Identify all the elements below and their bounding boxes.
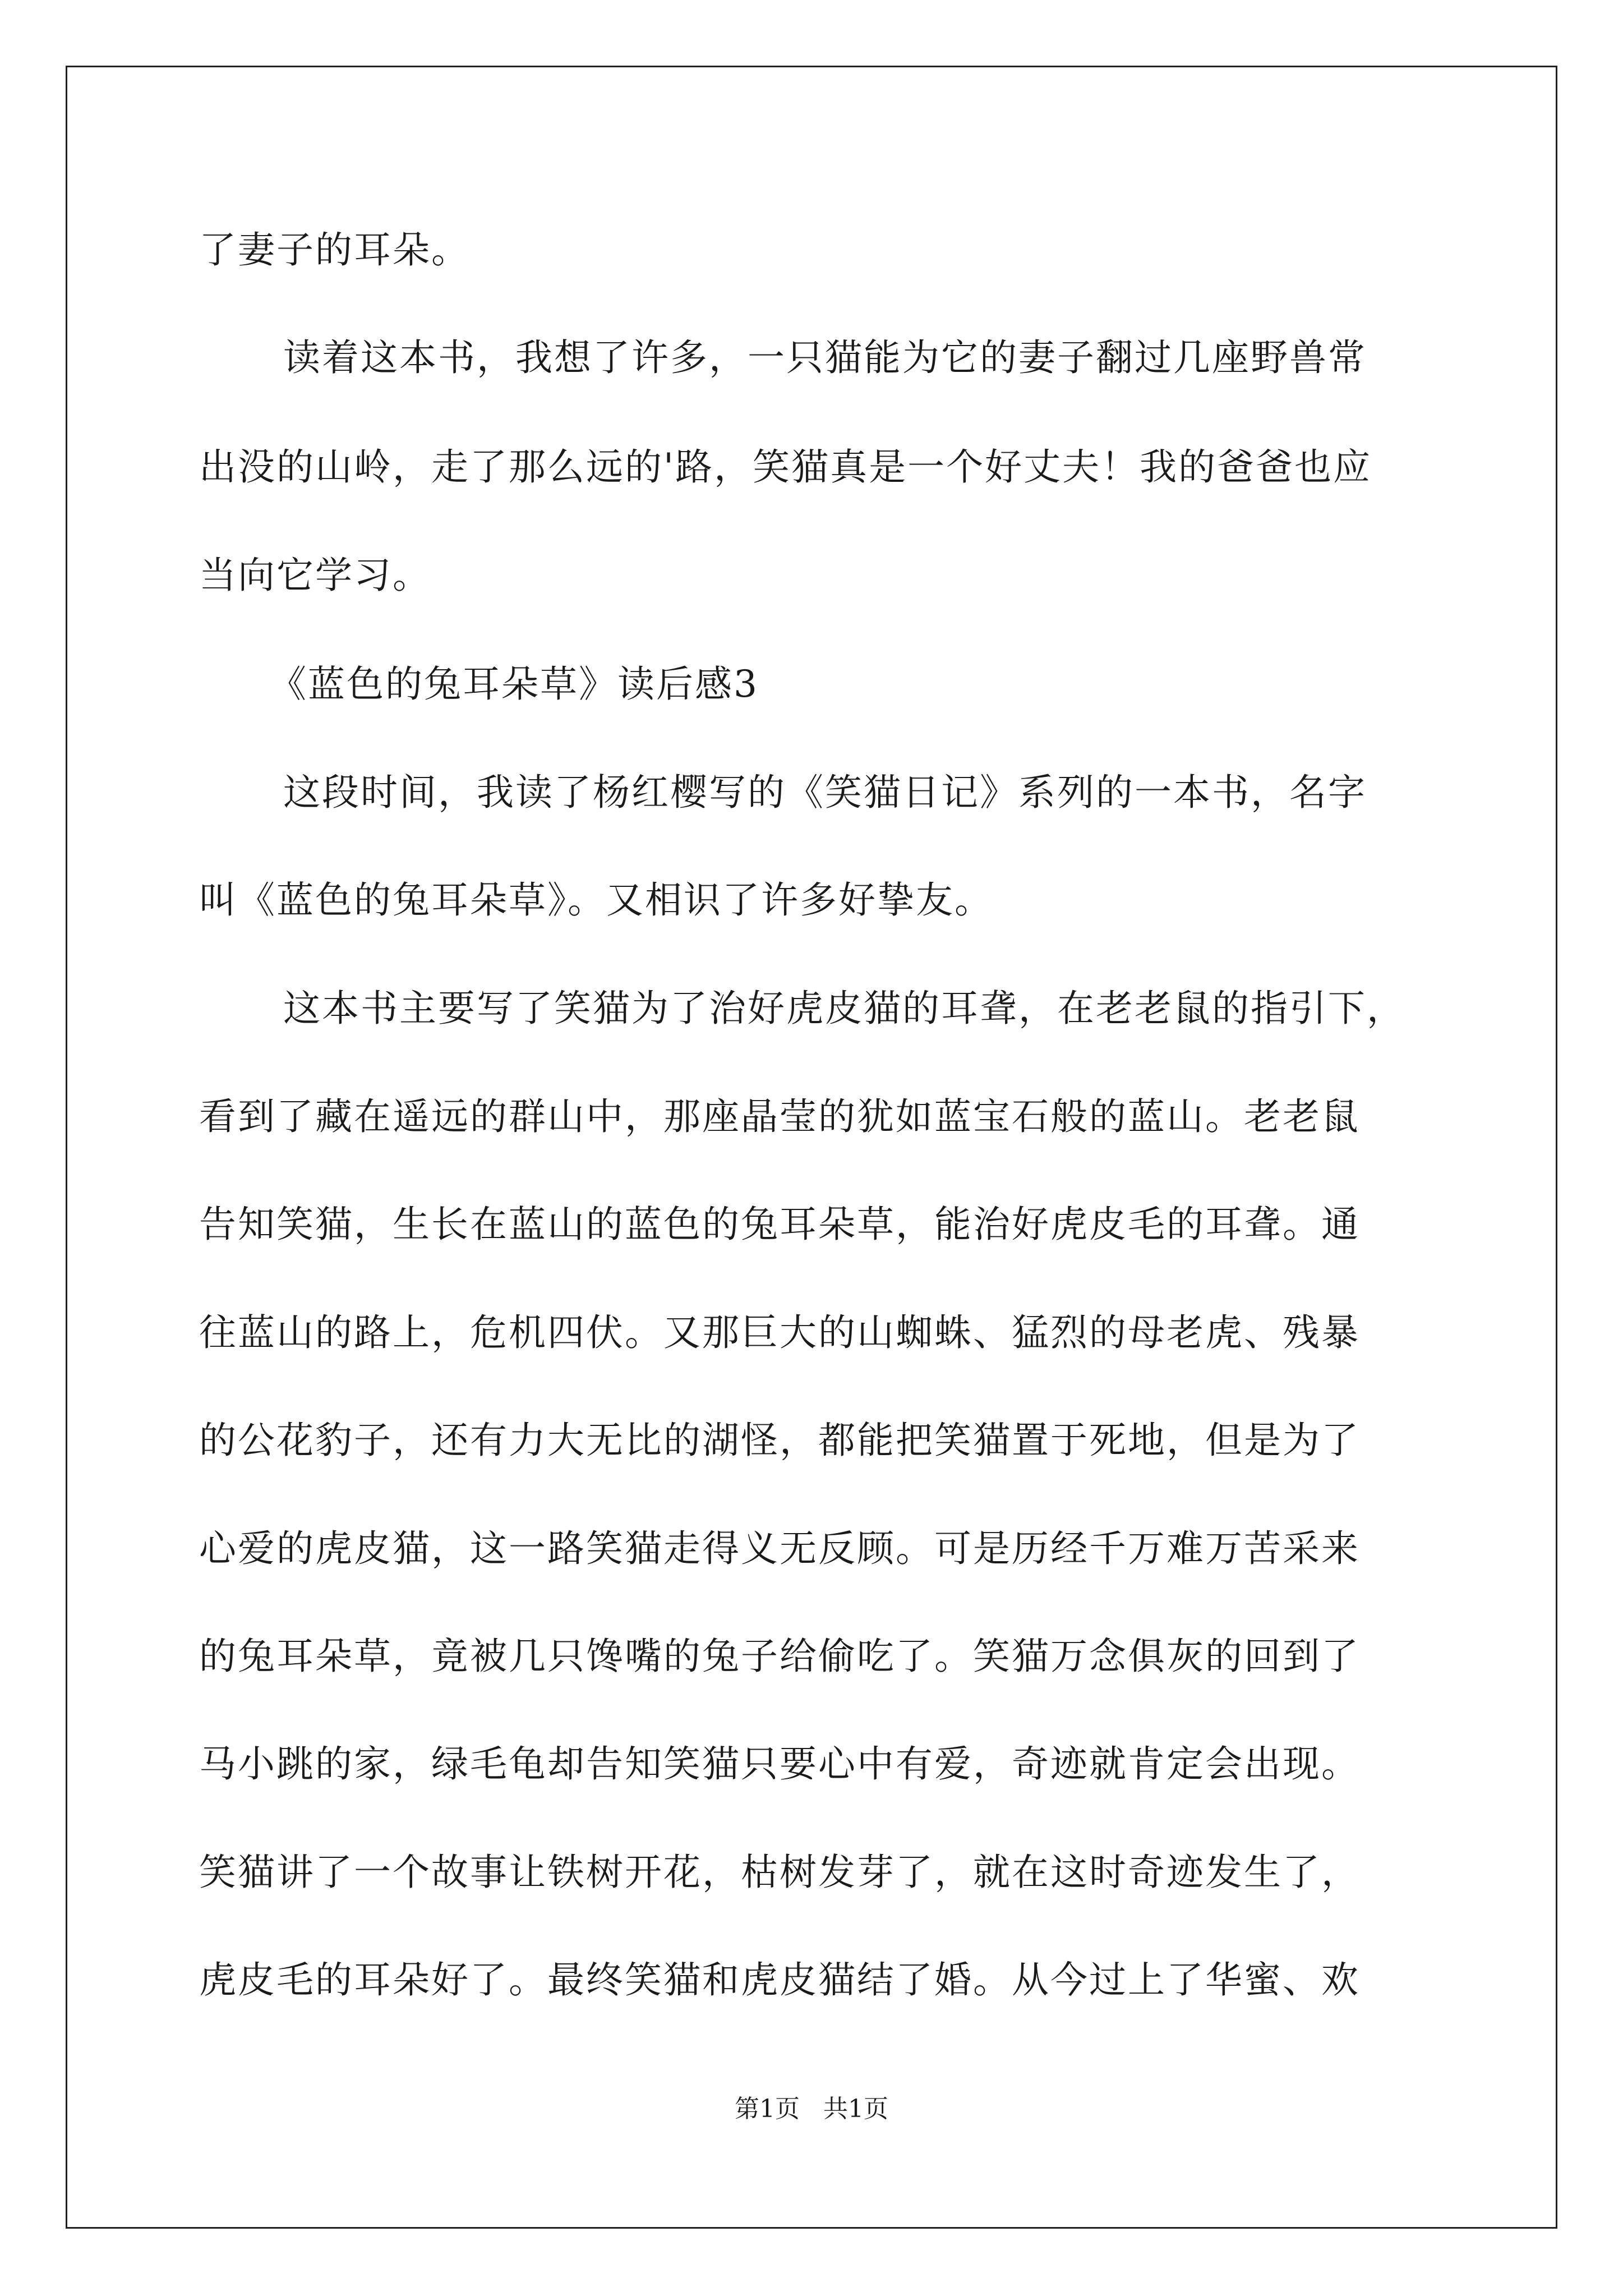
text-line: 这本书主要写了笑猫为了治好虎皮猫的耳聋，在老老鼠的指引下， bbox=[283, 987, 1405, 1030]
text-line: 读着这本书，我想了许多，一只猫能为它的妻子翻过几座野兽常 bbox=[283, 336, 1367, 379]
text-line: 叫《蓝色的兔耳朵草》。又相识了许多好挚友。 bbox=[199, 878, 993, 922]
text-line: 出没的山岭，走了那么远的'路，笑猫真是一个好丈夫！我的爸爸也应 bbox=[199, 445, 1372, 489]
page-number: 第1页 共1页 bbox=[735, 2095, 888, 2123]
text-line: 虎皮毛的耳朵好了。最终笑猫和虎皮猫结了婚。从今过上了华蜜、欢 bbox=[199, 1958, 1360, 2001]
text-line: 心爱的虎皮猫，这一路笑猫走得义无反顾。可是历经千万难万苦采来 bbox=[199, 1527, 1360, 1570]
text-line: 看到了藏在遥远的群山中，那座晶莹的犹如蓝宝石般的蓝山。老老鼠 bbox=[199, 1095, 1360, 1138]
text-line: 笑猫讲了一个故事让铁树开花，枯树发芽了，就在这时奇迹发生了， bbox=[199, 1851, 1360, 1894]
text-line: 马小跳的家，绿毛龟却告知笑猫只要心中有爱，奇迹就肯定会出现。 bbox=[199, 1742, 1360, 1786]
text-line: 的公花豹子，还有力大无比的湖怪，都能把笑猫置于死地，但是为了 bbox=[199, 1419, 1360, 1462]
text-line: 了妻子的耳朵。 bbox=[199, 228, 470, 272]
page-border bbox=[66, 66, 1557, 2229]
text-line: 往蓝山的路上，危机四伏。又那巨大的山蜘蛛、猛烈的母老虎、残暴 bbox=[199, 1311, 1360, 1354]
text-line: 当向它学习。 bbox=[199, 554, 431, 597]
text-line: 的兔耳朵草，竟被几只馋嘴的兔子给偷吃了。笑猫万念俱灰的回到了 bbox=[199, 1635, 1360, 1678]
text-line: 这段时间，我读了杨红樱写的《笑猫日记》系列的一本书，名字 bbox=[283, 771, 1367, 814]
text-line: 告知笑猫，生长在蓝山的蓝色的兔耳朵草，能治好虎皮毛的耳聋。通 bbox=[199, 1203, 1360, 1246]
section-heading: 《蓝色的兔耳朵草》读后感3 bbox=[269, 662, 759, 706]
